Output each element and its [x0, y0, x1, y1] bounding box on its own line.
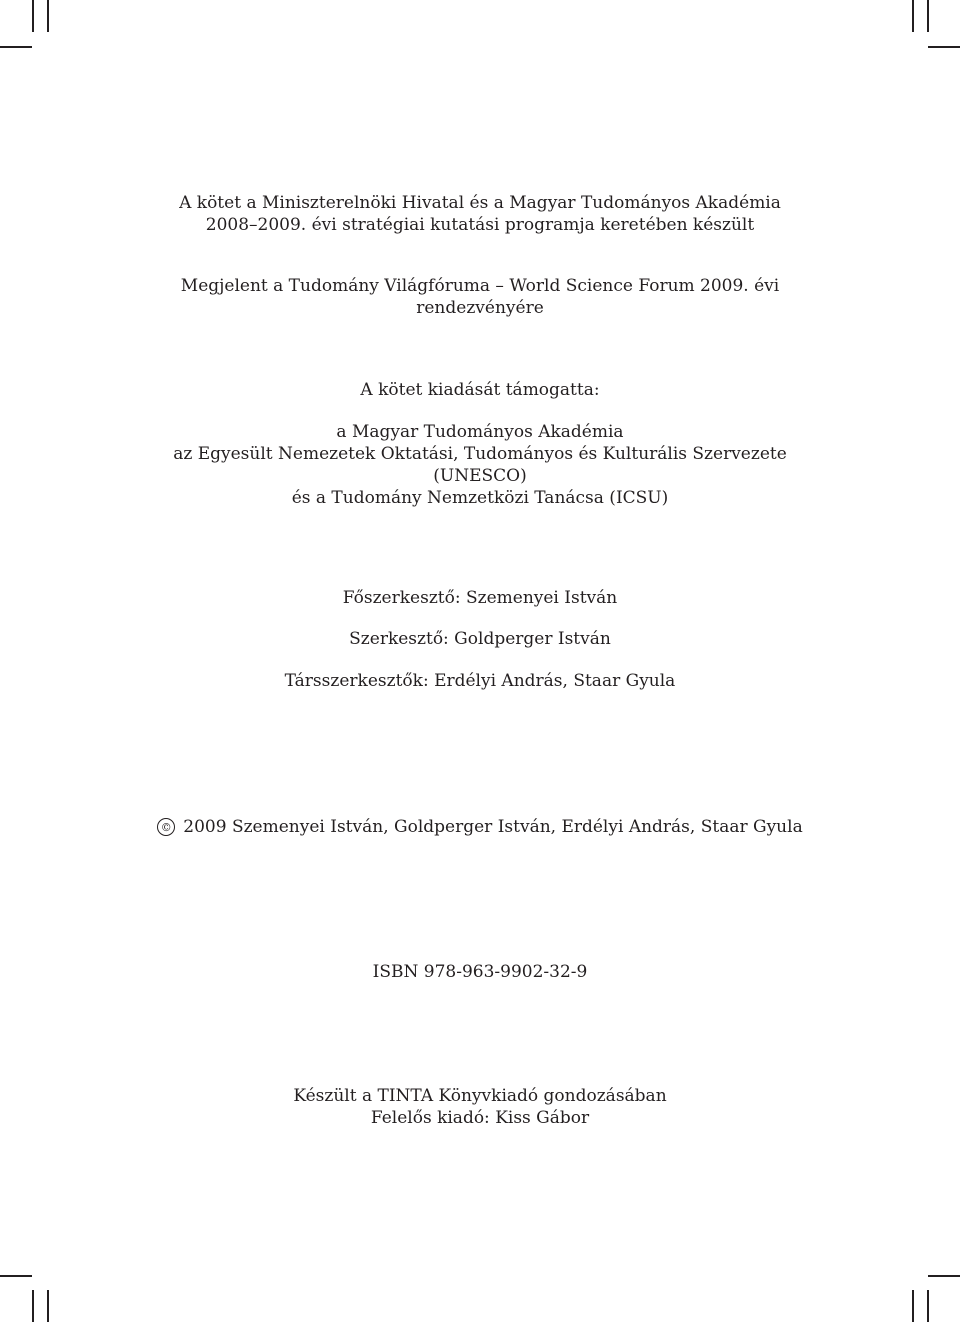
sponsor-unesco: az Egyesült Nemezetek Oktatási, Tudományos és Kulturális Szervezete: [173, 444, 787, 464]
copyright-notice: [0, 815, 960, 838]
crop-mark-top-right-outer: [927, 0, 929, 32]
editor: [0, 628, 960, 650]
isbn: [0, 961, 960, 983]
production-line-1: Készült a TINTA Könyvkiadó gondozásában: [293, 1086, 667, 1106]
copyright-line: [157, 816, 802, 838]
publication-line-1: Megjelent a Tudomány Világfóruma – World Science Forum 2009. évi: [180, 276, 780, 296]
publication-note: [0, 275, 960, 319]
crop-mark-top-right-horizontal: [928, 46, 960, 48]
editor-chief-text: Főszerkesztő: Szemenyei István: [342, 588, 618, 608]
crop-mark-bottom-left-horizontal: [0, 1275, 32, 1277]
crop-mark-top-right-inner: [912, 0, 914, 32]
crop-mark-bottom-left-outer: [32, 1290, 34, 1322]
copyright-icon: ©: [157, 818, 175, 836]
publication-line-2: rendezvényére: [416, 298, 544, 318]
co-editors-text: Társszerkesztők: Erdélyi András, Staar Gyula: [284, 671, 676, 691]
editor-text: Szerkesztő: Goldperger István: [349, 629, 611, 649]
sponsor-list: [0, 421, 960, 509]
production-note: [0, 1085, 960, 1129]
production-line-2: Felelős kiadó: Kiss Gábor: [370, 1108, 590, 1128]
co-editors: [0, 670, 960, 692]
support-heading-text: A kötet kiadását támogatta:: [360, 380, 600, 400]
crop-mark-top-left-inner: [47, 0, 49, 32]
crop-mark-bottom-right-outer: [927, 1290, 929, 1322]
sponsor-icsu: és a Tudomány Nemzetközi Tanácsa (ICSU): [291, 488, 669, 508]
sponsor-mta: a Magyar Tudományos Akadémia: [336, 422, 624, 442]
commission-statement: [0, 192, 960, 236]
copyright-text: 2009 Szemenyei István, Goldperger István, Erdélyi András, Staar Gyula: [183, 817, 803, 837]
crop-mark-bottom-right-horizontal: [928, 1275, 960, 1277]
crop-mark-top-left-horizontal: [0, 46, 32, 48]
commission-line-2: 2008–2009. évi stratégiai kutatási programja keretében készült: [205, 215, 755, 235]
crop-mark-top-left-outer: [32, 0, 34, 32]
editor-chief: [0, 587, 960, 609]
support-heading: [0, 379, 960, 401]
sponsor-unesco-abbr: (UNESCO): [433, 466, 527, 486]
isbn-text: ISBN 978-963-9902-32-9: [372, 962, 588, 982]
commission-line-1: A kötet a Miniszterelnöki Hivatal és a Magyar Tudományos Akadémia: [179, 193, 781, 213]
crop-mark-bottom-left-inner: [47, 1290, 49, 1322]
crop-mark-bottom-right-inner: [912, 1290, 914, 1322]
